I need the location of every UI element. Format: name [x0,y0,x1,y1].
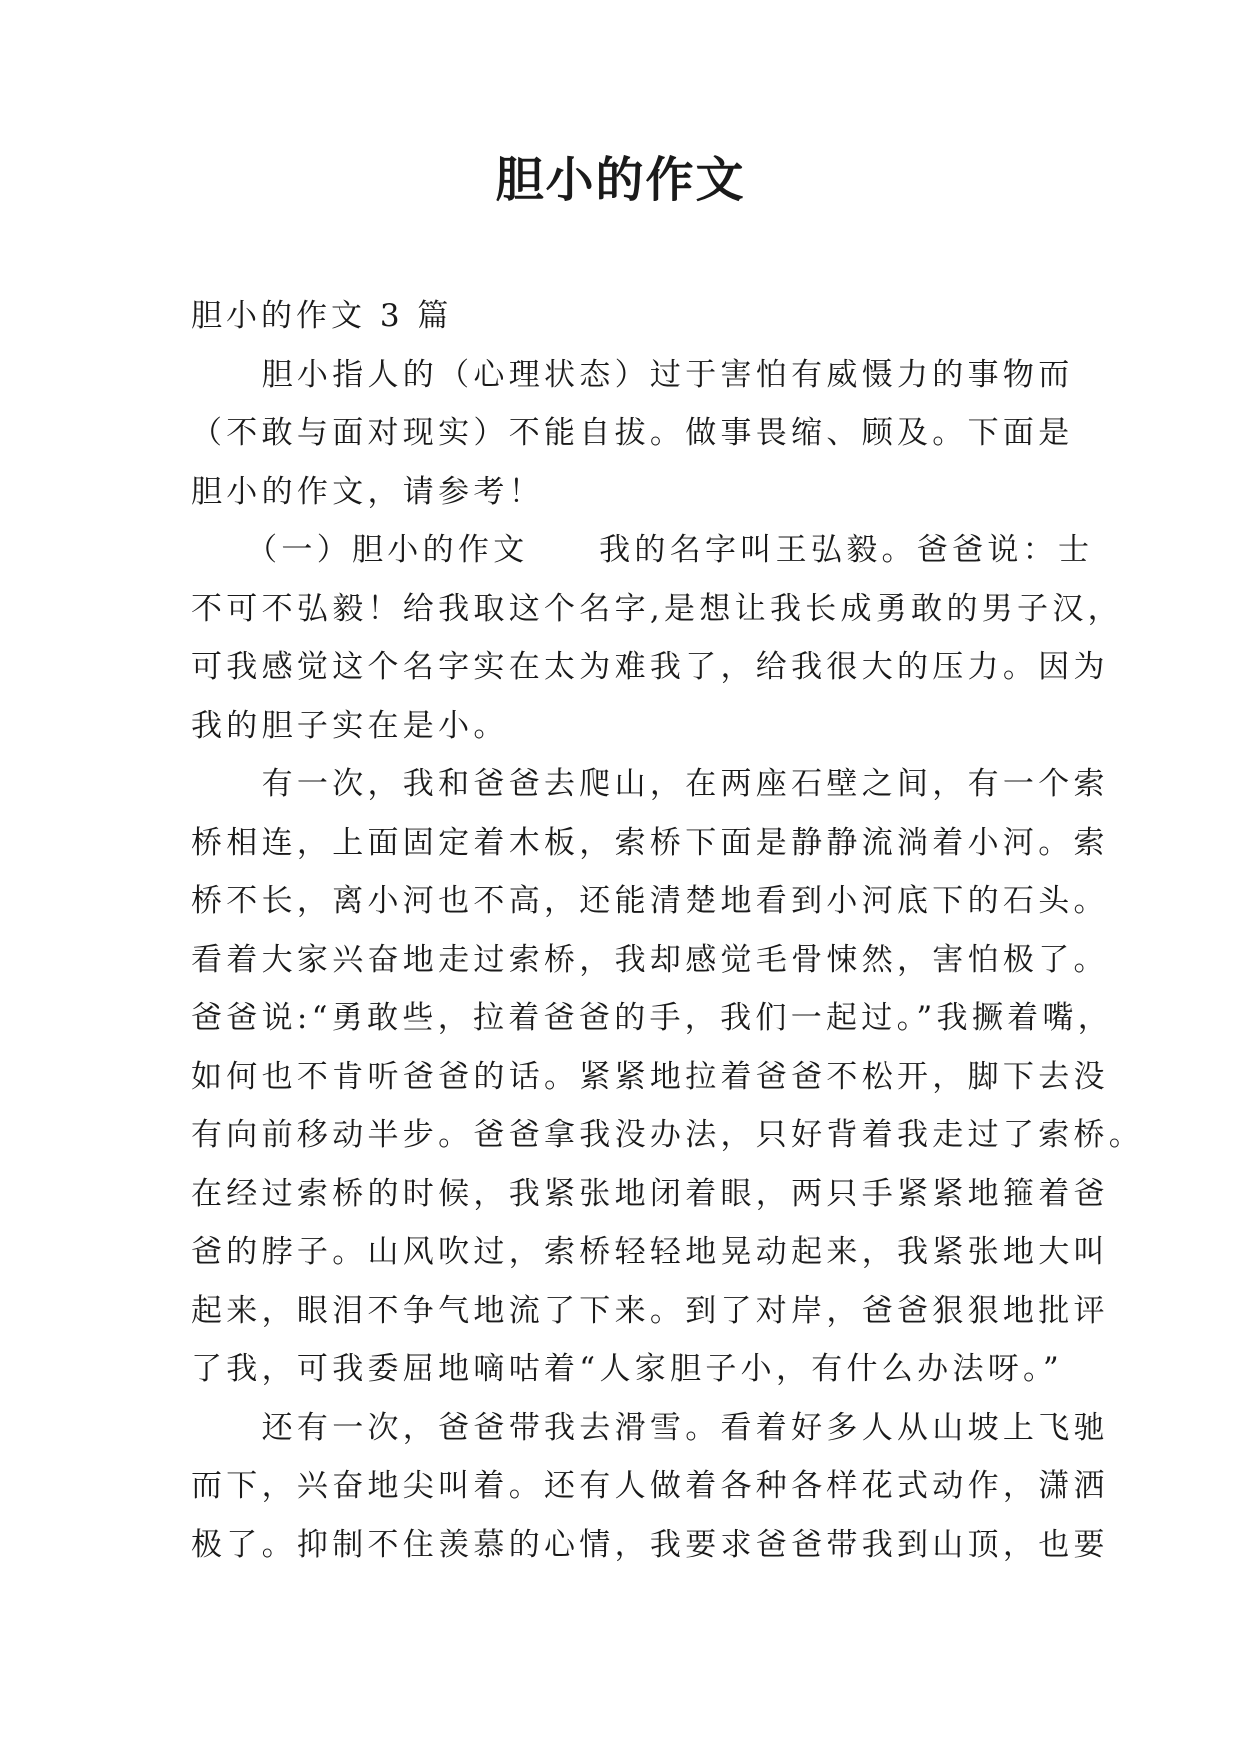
text-line: 胆小的作文，请参考！ [191,473,544,510]
text-line: 胆小的作文 3 篇 [191,298,453,334]
document-title: 胆小的作文 [495,152,746,208]
document-body [191,287,1145,1574]
text-line: 而下，兴奋地尖叫着。还有人做着各种各样花式动作，潇洒 [191,1468,1109,1504]
text-line: 在经过索桥的时候，我紧张地闭着眼，两只手紧紧地箍着爸 [191,1175,1109,1212]
text-line: 有一次，我和爸爸去爬山，在两座石壁之间，有一个索 [191,766,1109,802]
text-line: 不可不弘毅！给我取这个名字,是想让我长成勇敢的男子汉， [191,590,1123,627]
text-line: 我的胆子实在是小。 [191,707,509,744]
text-line: 起来，眼泪不争气地流了下来。到了对岸，爸爸狠狠地批评 [191,1292,1109,1329]
text-line: 桥不长，离小河也不高，还能清楚地看到小河底下的石头。 [191,883,1109,919]
text-line: （不敢与面对现实）不能自拔。做事畏缩、顾及。下面是 [191,415,1074,451]
text-line: 极了。抑制不住羡慕的心情，我要求爸爸带我到山顶，也要 [191,1526,1109,1563]
text-line: 爸的脖子。山风吹过，索桥轻轻地晃动起来，我紧张地大叫 [191,1234,1109,1270]
text-line: 还有一次，爸爸带我去滑雪。看着好多人从山坡上飞驰 [191,1409,1109,1446]
text-line: 了我，可我委屈地嘀咕着“人家胆子小，有什么办法呀。” [191,1351,1063,1387]
text-line: 桥相连，上面固定着木板，索桥下面是静静流淌着小河。索 [191,824,1109,861]
text-line: 如何也不肯听爸爸的话。紧紧地拉着爸爸不松开，脚下去没 [191,1058,1109,1095]
text-line: 可我感觉这个名字实在太为难我了，给我很大的压力。因为 [191,649,1109,685]
text-line: 有向前移动半步。爸爸拿我没办法，只好背着我走过了索桥。 [191,1117,1145,1153]
text-line: 胆小指人的（心理状态）过于害怕有威慑力的事物而 [191,356,1074,393]
text-line: 爸爸说:“勇敢些，拉着爸爸的手，我们一起过。”我撅着嘴， [191,1000,1114,1036]
text-line: （一）胆小的作文 我的名字叫王弘毅。爸爸说：士 [191,532,1094,568]
text-line: 看着大家兴奋地走过索桥，我却感觉毛骨悚然，害怕极了。 [191,941,1109,978]
